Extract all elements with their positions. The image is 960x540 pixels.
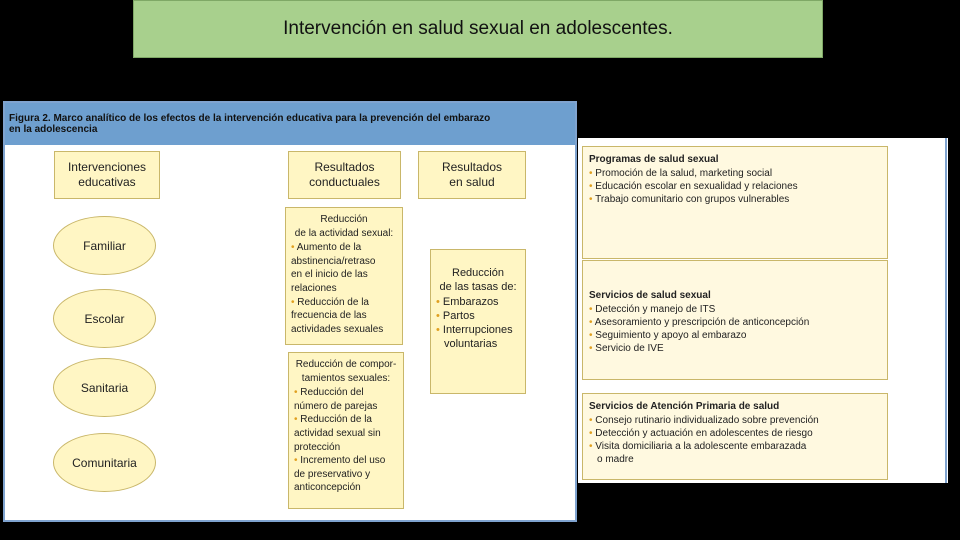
program-item: • Consejo rutinario individualizado sobre prevención bbox=[589, 414, 881, 427]
header-health-line1: Resultados bbox=[441, 160, 503, 174]
program-item: • Trabajo comunitario con grupos vulnerables bbox=[589, 193, 881, 206]
figure-caption-line2: en la adolescencia bbox=[9, 124, 98, 135]
intervention-sanitaria: Sanitaria bbox=[53, 358, 156, 417]
item-line: abstinencia/retraso bbox=[291, 255, 376, 267]
program-item: • Detección y manejo de ITS bbox=[589, 303, 881, 316]
health-item bbox=[436, 323, 520, 351]
program-box-title: Servicios de salud sexual bbox=[589, 290, 711, 301]
item-line: anticoncepción bbox=[294, 482, 361, 494]
item-line: número de parejas bbox=[294, 400, 378, 412]
health-block-title-line1: Reducción bbox=[452, 267, 504, 279]
health-item: • Embarazos bbox=[436, 295, 520, 309]
program-box-title: Servicios de Atención Primaria de salud bbox=[589, 401, 780, 412]
behavior-block1-title-line2: de la actividad sexual: bbox=[294, 227, 394, 239]
panel-border-line bbox=[945, 138, 947, 483]
behavior-block-sexual-behaviors bbox=[288, 352, 404, 509]
program-item: • Servicio de IVE bbox=[589, 342, 881, 355]
health-block-rates bbox=[430, 249, 526, 394]
program-item: • Educación escolar en sexualidad y relaciones bbox=[589, 180, 881, 193]
header-behavioral-line1: Resultados bbox=[314, 160, 375, 174]
program-item: • Detección y actuación en adolescentes de riesgo bbox=[589, 427, 881, 440]
programs-panel bbox=[578, 138, 948, 483]
header-interventions-line2: educativas bbox=[78, 175, 136, 189]
intervention-familiar: Familiar bbox=[53, 216, 156, 275]
item-line: actividades sexuales bbox=[291, 323, 384, 335]
intervention-escolar: Escolar bbox=[53, 289, 156, 348]
program-item: • Seguimiento y apoyo al embarazo bbox=[589, 329, 881, 342]
item-line: • Reducción de la bbox=[291, 296, 397, 310]
item-line: • Reducción del bbox=[294, 386, 398, 400]
health-block-title-line2: de las tasas de: bbox=[439, 281, 517, 293]
header-behavioral-line2: conductuales bbox=[309, 175, 380, 189]
item-line: • Incremento del uso bbox=[294, 454, 398, 468]
behavior-block2-item bbox=[294, 413, 398, 454]
program-box-sexual-health bbox=[582, 146, 888, 259]
health-item: • Partos bbox=[436, 309, 520, 323]
behavior-block1-title-line1: Reducción bbox=[320, 214, 368, 225]
behavior-block2-title bbox=[294, 358, 398, 385]
item-line: • Reducción de la bbox=[294, 413, 398, 427]
behavior-block2-title-line1: Reducción de compor- bbox=[295, 359, 397, 370]
item-line: voluntarias bbox=[444, 338, 498, 350]
header-interventions bbox=[54, 151, 160, 199]
behavior-block1-item bbox=[291, 296, 397, 337]
program-box-title: Programas de salud sexual bbox=[589, 154, 719, 165]
program-box-primary-care bbox=[582, 393, 888, 480]
program-item: • Promoción de la salud, marketing social bbox=[589, 167, 881, 180]
behavior-block2-item bbox=[294, 454, 398, 495]
header-health-line2: en salud bbox=[449, 175, 495, 189]
intervention-comunitaria: Comunitaria bbox=[53, 433, 156, 492]
program-item: o madre bbox=[597, 454, 634, 465]
item-line: de preservativo y bbox=[294, 468, 371, 480]
figure-caption-line1: Figura 2. Marco analítico de los efectos de la intervención educativa para la prevención del embarazo bbox=[9, 113, 491, 124]
item-line: • Interrupciones bbox=[436, 323, 520, 337]
item-line: relaciones bbox=[291, 282, 337, 294]
header-behavioral-results bbox=[288, 151, 401, 199]
item-line: frecuencia de las bbox=[291, 310, 367, 322]
behavior-block-sexual-activity bbox=[285, 207, 403, 345]
program-item: • Visita domiciliaria a la adolescente embarazada bbox=[589, 440, 881, 453]
program-item: • Asesoramiento y prescripción de anticoncepción bbox=[589, 316, 881, 329]
behavior-block1-item bbox=[291, 241, 397, 295]
item-line: • Aumento de la bbox=[291, 241, 397, 255]
analytic-framework-figure bbox=[3, 101, 577, 522]
header-health-results bbox=[418, 151, 526, 199]
figure-caption bbox=[5, 103, 575, 145]
health-block-title bbox=[436, 266, 520, 294]
header-interventions-line1: Intervenciones bbox=[67, 160, 147, 174]
item-line: actividad sexual sin bbox=[294, 427, 381, 439]
item-line: en el inicio de las bbox=[291, 269, 368, 281]
behavior-block1-title bbox=[291, 213, 397, 240]
slide-title: Intervención en salud sexual en adolescentes. bbox=[133, 0, 823, 58]
behavior-block2-item bbox=[294, 386, 398, 413]
item-line: protección bbox=[294, 441, 341, 453]
behavior-block2-title-line2: tamientos sexuales: bbox=[301, 372, 391, 384]
program-box-sexual-health-services bbox=[582, 260, 888, 380]
